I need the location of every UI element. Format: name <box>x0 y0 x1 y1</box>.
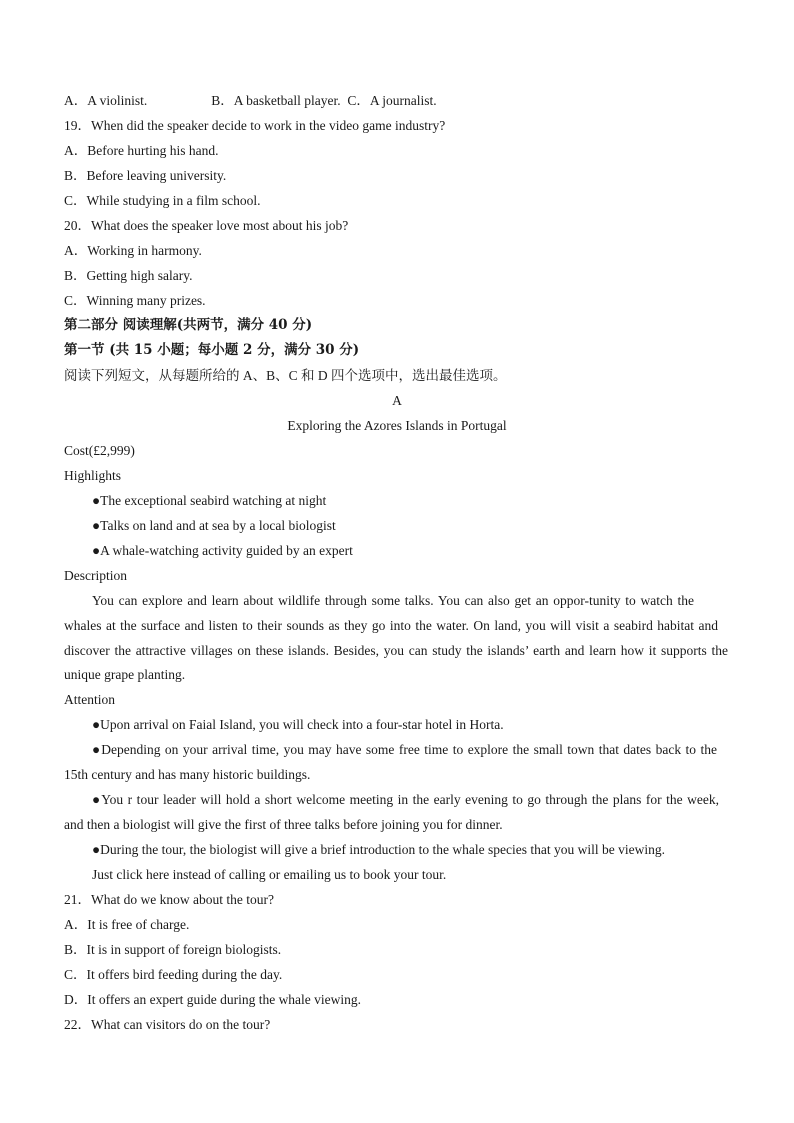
q22-question: 22．What can visitors do on the tour? <box>64 1017 271 1032</box>
q18-option-b: B．A basketball player. <box>211 93 341 108</box>
q18-option-a: A．A violinist. <box>64 93 148 108</box>
highlights-label: Highlights <box>64 468 122 483</box>
highlight-item: ●A whale-watching activity guided by an expert <box>92 543 353 558</box>
q19-option-c: C．While studying in a film school. <box>64 193 261 208</box>
attention-line: ●During the tour, the biologist will give a brief introduction to the whale species that you will be viewing. <box>92 842 665 857</box>
q21-option-c: C．It offers bird feeding during the day. <box>64 967 283 982</box>
attention-line: ●You r tour leader will hold a short welcome meeting in the early evening to go through the plans for the week, <box>92 792 719 807</box>
passage-cost: Cost(£2,999) <box>64 443 135 458</box>
q20-option-c: C．Winning many prizes. <box>64 293 206 308</box>
q18-option-c: C．A journalist. <box>347 93 437 108</box>
q19-option-a: A．Before hurting his hand. <box>64 143 219 158</box>
q19-option-b: B．Before leaving university. <box>64 168 227 183</box>
highlight-item: ●The exceptional seabird watching at night <box>92 493 327 508</box>
attention-line: 15th century and has many historic buildings. <box>64 767 311 782</box>
attention-line: ●Depending on your arrival time, you may have some free time to explore the small town that dates back to the <box>92 742 717 757</box>
section1-heading: 第一节 (共 15 小题；每小题 2 分，满分 30 分) <box>64 342 360 358</box>
q19-question: 19．When did the speaker decide to work in the video game industry? <box>64 118 446 133</box>
description-line: whales at the surface and listen to their sounds as they go into the water. On land, you will visit a seabird habitat and <box>64 618 718 633</box>
passage-letter: A <box>392 393 402 408</box>
attention-line: ●Upon arrival on Faial Island, you will check into a four-star hotel in Horta. <box>92 717 504 732</box>
reading-instructions: 阅读下列短文，从每题所给的 A、B、C 和 D 四个选项中，选出最佳选项。 <box>64 368 507 383</box>
q20-question: 20．What does the speaker love most about his job? <box>64 218 349 233</box>
attention-line: and then a biologist will give the first of three talks before joining you for dinner. <box>64 817 503 832</box>
description-label: Description <box>64 568 127 583</box>
q21-option-d: D．It offers an expert guide during the whale viewing. <box>64 992 362 1007</box>
q20-option-b: B．Getting high salary. <box>64 268 193 283</box>
attention-label: Attention <box>64 692 115 707</box>
description-line: discover the attractive villages on these islands. Besides, you can study the islands’ earth and learn how it supports the <box>64 643 728 658</box>
q21-question: 21．What do we know about the tour? <box>64 892 274 907</box>
description-line: unique grape planting. <box>64 667 186 682</box>
part2-heading: 第二部分 阅读理解(共两节，满分 40 分) <box>64 317 313 333</box>
highlight-item: ●Talks on land and at sea by a local biologist <box>92 518 336 533</box>
description-line: You can explore and learn about wildlife through some talks. You can also get an oppor-tunity to watch the <box>92 593 694 608</box>
q18-options-row <box>64 88 437 113</box>
q21-option-a: A．It is free of charge. <box>64 917 190 932</box>
q20-option-a: A．Working in harmony. <box>64 243 202 258</box>
attention-line: Just click here instead of calling or emailing us to book your tour. <box>92 867 447 882</box>
passage-title: Exploring the Azores Islands in Portugal <box>287 418 507 433</box>
q21-option-b: B．It is in support of foreign biologists. <box>64 942 282 957</box>
